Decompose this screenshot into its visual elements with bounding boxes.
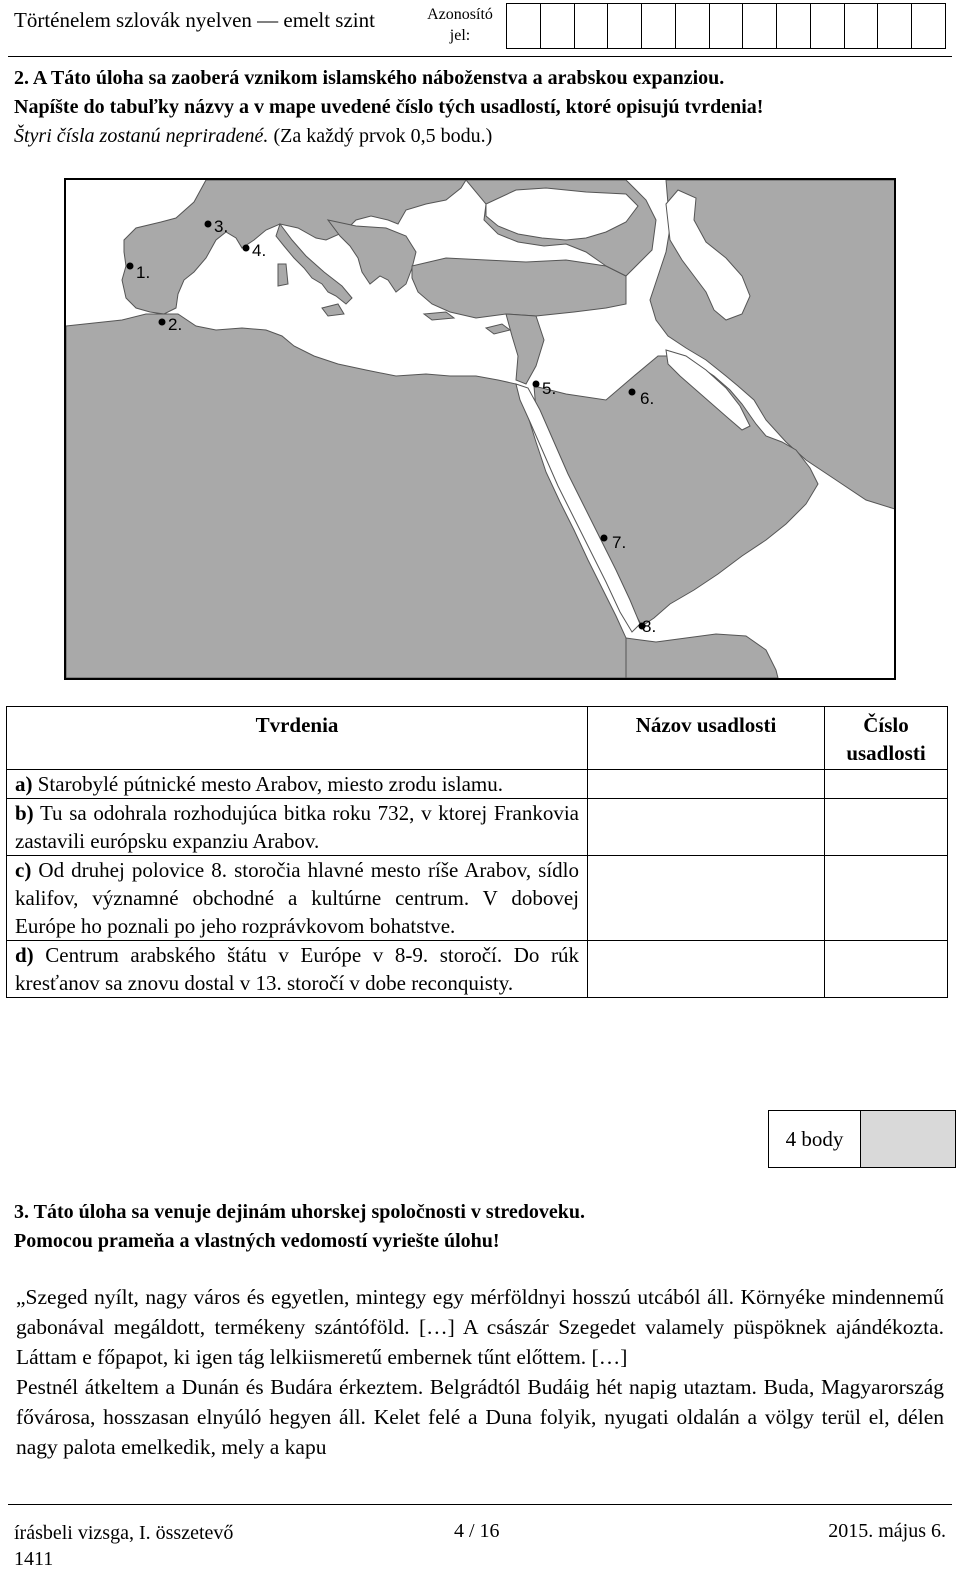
- header-divider: [8, 56, 952, 57]
- crete-island: [424, 312, 454, 320]
- marker-label-3: 3.: [214, 217, 229, 236]
- answer-name-a[interactable]: [588, 770, 825, 799]
- id-code-cell[interactable]: [607, 4, 641, 48]
- header-settlement-number: Číslo usadlosti: [825, 707, 948, 770]
- marker-dot-1: [127, 263, 134, 270]
- footer-divider: [8, 1504, 952, 1505]
- claim-letter: a): [15, 772, 33, 796]
- marker-dot-4: [243, 245, 250, 252]
- mediterranean-map: [64, 178, 896, 680]
- marker-label-5: 5.: [542, 379, 557, 398]
- task2-line1: 2. A Táto úloha sa zaoberá vznikom islamského náboženstva a arabskou expanziou.: [14, 67, 725, 89]
- id-label: Azonosító jel:: [427, 6, 493, 44]
- claim-d: [7, 941, 588, 998]
- id-code-cell[interactable]: [742, 4, 776, 48]
- footer-exam-info: [14, 1520, 233, 1572]
- map-svg: [66, 180, 894, 678]
- answer-name-c[interactable]: [588, 856, 825, 941]
- answer-number-d[interactable]: [825, 941, 948, 998]
- id-code-cell[interactable]: [810, 4, 844, 48]
- id-code-cell[interactable]: [507, 4, 540, 48]
- answer-number-a[interactable]: [825, 770, 948, 799]
- claims-table: [6, 706, 948, 998]
- marker-label-6: 6.: [640, 389, 655, 408]
- claim-text: Tu sa odohrala rozhodujúca bitka roku 732, v ktorej Frankovia zastavili európsku expanziu Arabov.: [15, 801, 579, 853]
- table-row: [7, 856, 948, 941]
- horn-land: [626, 634, 778, 678]
- claim-text: Centrum arabského štátu v Európe v 8-9. storočí. Do rúk kresťanov sa znovu dostal v 13. storočí v dobe reconquisty.: [15, 943, 579, 995]
- answer-number-b[interactable]: [825, 799, 948, 856]
- task3-instructions: [14, 1198, 914, 1256]
- table-header-row: [7, 707, 948, 770]
- marker-dot-5: [533, 381, 540, 388]
- source-quote: [16, 1282, 944, 1462]
- marker-label-4: 4.: [252, 241, 267, 260]
- task2-points-note: (Za každý prvok 0,5 bodu.): [268, 125, 493, 147]
- answer-number-c[interactable]: [825, 856, 948, 941]
- claim-letter: d): [15, 943, 34, 967]
- claim-text: Od druhej polovice 8. storočia hlavné mesto ríše Arabov, sídlo kalifov, významné obchodné a kultúrne centrum. V dobovej Európe ho poznali po jeho rozprávkovom bohatstve.: [15, 858, 580, 938]
- task3-line2: Pomocou prameňa a vlastných vedomostí vyriešte úlohu!: [14, 1230, 500, 1252]
- id-code-cell[interactable]: [911, 4, 945, 48]
- sardinia-island: [278, 264, 288, 286]
- claim-c: [7, 856, 588, 941]
- score-field[interactable]: [861, 1111, 955, 1167]
- claim-b: [7, 799, 588, 856]
- marker-label-7: 7.: [612, 533, 627, 552]
- exam-date: 2015. május 6.: [828, 1520, 946, 1542]
- score-box: [768, 1110, 956, 1168]
- footer-exam-code: 1411: [14, 1548, 54, 1570]
- exam-title: Történelem szlovák nyelven — emelt szint: [14, 8, 375, 32]
- header-claims: Tvrdenia: [7, 707, 588, 770]
- quote-paragraph-2: Pestnél átkeltem a Dunán és Budára érkeztem. Belgrádtól Budáig hét napig utaztam. Buda, Magyarország fővárosa, hosszasan elnyúló hegyen áll. Kelet felé a Duna folyik, nyugati oldalán a völgy terül el, délen nagy palota emelkedik, mely a kapu: [16, 1375, 944, 1459]
- balkans-land: [328, 220, 416, 292]
- footer-exam-part: írásbeli vizsga, I. összetevő: [14, 1522, 234, 1544]
- claim-text: Starobylé pútnické mesto Arabov, miesto zrodu islamu.: [37, 772, 503, 796]
- id-code-cell[interactable]: [709, 4, 743, 48]
- claim-letter: c): [15, 858, 32, 882]
- id-code-boxes[interactable]: [506, 3, 946, 49]
- score-label: 4 body: [769, 1111, 861, 1167]
- table-row: [7, 941, 948, 998]
- quote-paragraph-1: „Szeged nyílt, nagy város és egyetlen, mintegy egy mérföldnyi hosszú utcából áll. Környéke mindennemű gabonával megáldott, termékeny szántóföld. […] A császár Szegedet valamely püspöknek ajándékozta. Láttam e főpapot, ki igen tág lelkiismeretű embernek tűnt előttem. […]: [16, 1285, 944, 1369]
- id-code-cell[interactable]: [540, 4, 574, 48]
- table-row: [7, 799, 948, 856]
- id-code-cell[interactable]: [844, 4, 878, 48]
- header-settlement-name: Názov usadlosti: [588, 707, 825, 770]
- table-row: [7, 770, 948, 799]
- marker-label-2: 2.: [168, 315, 183, 334]
- marker-dot-7: [601, 535, 608, 542]
- task2-line3: [14, 122, 949, 151]
- id-code-cell[interactable]: [776, 4, 810, 48]
- cyprus-island: [486, 324, 510, 334]
- marker-dot-2: [159, 319, 166, 326]
- task2-instructions: [14, 64, 949, 151]
- task2-line2: Napíšte do tabuľky názvy a v mape uvedené číslo tých usadlostí, ktoré opisujú tvrdenia!: [14, 96, 764, 118]
- claim-letter: b): [15, 801, 34, 825]
- land-masses: [66, 180, 894, 678]
- answer-name-d[interactable]: [588, 941, 825, 998]
- marker-label-1: 1.: [136, 263, 151, 282]
- task3-line1: 3. Táto úloha sa venuje dejinám uhorskej spoločnosti v stredoveku.: [14, 1201, 585, 1223]
- claim-a: [7, 770, 588, 799]
- anatolia-land: [412, 258, 626, 318]
- levant-land: [506, 314, 544, 384]
- page-header: [0, 0, 960, 52]
- task2-italic-note: Štyri čísla zostanú nepriradené.: [14, 125, 269, 147]
- marker-dot-3: [205, 221, 212, 228]
- id-code-cell[interactable]: [641, 4, 675, 48]
- id-code-cell[interactable]: [877, 4, 911, 48]
- id-code-cell[interactable]: [675, 4, 709, 48]
- answer-name-b[interactable]: [588, 799, 825, 856]
- sicily-island: [322, 304, 344, 316]
- marker-dot-6: [629, 389, 636, 396]
- page-number: 4 / 16: [454, 1520, 500, 1542]
- id-code-cell[interactable]: [574, 4, 608, 48]
- marker-label-8: 8.: [642, 617, 657, 636]
